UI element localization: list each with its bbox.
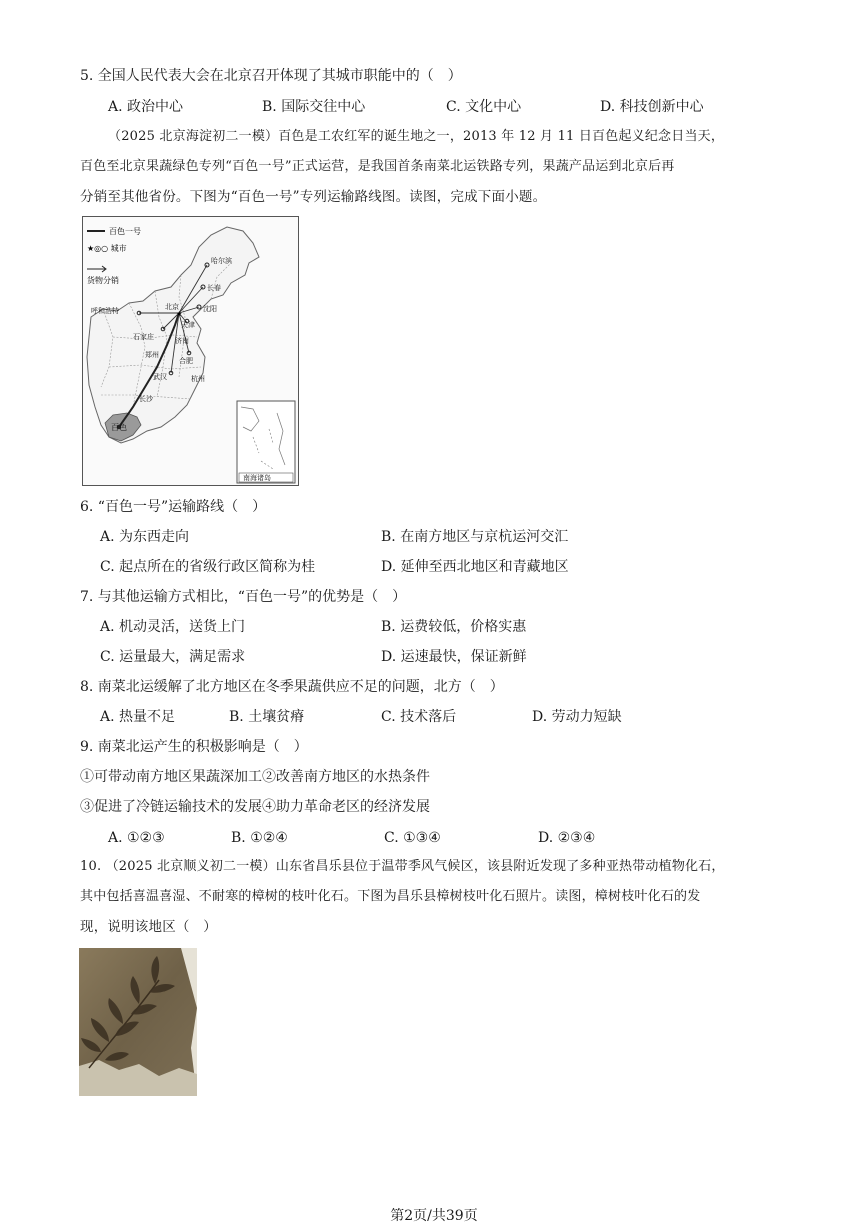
q7-option-c: C. 运量最大，满足需求 (100, 649, 246, 665)
q8-option-a: A. 热量不足 (100, 709, 176, 725)
q9-option-a: A. ①②③ (108, 830, 165, 846)
city-label-changsha: 长沙 (139, 395, 153, 403)
city-label-hefei: 合肥 (179, 357, 193, 365)
city-label-jinan: 济南 (175, 337, 189, 345)
svg-text:★: ★ (176, 310, 183, 318)
q5-option-c: C. 文化中心 (446, 99, 522, 115)
q10-line-3: 现，说明该地区（ ） (80, 919, 217, 935)
route-map-svg (83, 217, 298, 485)
route-map (82, 216, 299, 486)
q6-option-a: A. 为东西走向 (100, 529, 190, 545)
q7-option-a: A. 机动灵活，送货上门 (100, 619, 246, 635)
map-legend (87, 226, 141, 285)
q5-option-a: A. 政治中心 (108, 99, 184, 115)
q7-option-b: B. 运费较低，价格实惠 (381, 619, 527, 635)
q5-stem: 5. 全国人民代表大会在北京召开体现了其城市职能中的（ ） (80, 68, 462, 84)
q6-option-b: B. 在南方地区与京杭运河交汇 (381, 529, 569, 545)
city-label-hangzhou: 杭州 (191, 375, 205, 383)
city-label-harbin: 哈尔滨 (211, 257, 232, 265)
q10-line-2: 其中包括喜温喜湿、不耐寒的樟树的枝叶化石。下图为昌乐县樟树枝叶化石照片。读图，樟树枝叶化石的发 (80, 889, 701, 904)
q6-option-c: C. 起点所在的省级行政区简称为桂 (100, 559, 316, 575)
city-label-wuhan: 武汉 (153, 373, 167, 381)
city-label-baise: 百色 (111, 423, 127, 432)
south-china-sea-inset (237, 401, 295, 483)
inset-label: 南海诸岛 (243, 474, 271, 482)
q9-item-line-1: ①可带动南方地区果蔬深加工②改善南方地区的水热条件 (80, 769, 430, 785)
city-label-changchun: 长春 (207, 284, 221, 292)
city-label-hohhot: 呼和浩特 (91, 307, 119, 315)
legend-distribution-label: 货物分销 (87, 276, 119, 285)
city-label-shijiazhuang: 石家庄 (133, 333, 154, 341)
q9-option-c: C. ①③④ (384, 830, 441, 846)
city-label-shenyang: 沈阳 (203, 305, 217, 313)
city-label-zhengzhou: 郑州 (145, 351, 159, 359)
legend-route-label: 百色一号 (109, 227, 141, 236)
q8-option-c: C. 技术落后 (381, 709, 457, 725)
q6-option-d: D. 延伸至西北地区和青藏地区 (381, 559, 569, 575)
page-footer: 第2页/共39页 (390, 1208, 478, 1224)
q10-line-1: 10. （2025 北京顺义初二一模）山东省昌乐县位于温带季风气候区，该县附近发现了多种亚热带动植物化石， (80, 859, 725, 874)
q7-option-d: D. 运速最快，保证新鲜 (381, 649, 527, 665)
q8-stem: 8. 南菜北运缓解了北方地区在冬季果蔬供应不足的问题，北方（ ） (80, 679, 504, 695)
q9-item-line-2: ③促进了冷链运输技术的发展④助力革命老区的经济发展 (80, 799, 430, 815)
q5-option-b: B. 国际交往中心 (262, 99, 366, 115)
q8-option-b: B. 土壤贫瘠 (229, 709, 305, 725)
q6-stem: 6. “百色一号”运输路线（ ） (80, 499, 267, 515)
city-label-tianjin: 天津 (181, 321, 195, 329)
passage1-line-3: 分销至其他省份。下图为“百色一号”专列运输路线图。读图，完成下面小题。 (80, 189, 547, 205)
fossil-photo (79, 948, 197, 1096)
q7-stem: 7. 与其他运输方式相比，“百色一号”的优势是（ ） (80, 589, 407, 605)
q9-option-d: D. ②③④ (538, 830, 596, 846)
q9-stem: 9. 南菜北运产生的积极影响是（ ） (80, 739, 308, 755)
city-label-beijing: 北京 (165, 303, 179, 311)
passage1-line-1: （2025 北京海淀初二一模）百色是工农红军的诞生地之一，2013 年 12 月 11 日百色起义纪念日当天， (108, 129, 725, 144)
q9-option-b: B. ①②④ (231, 830, 288, 846)
q8-option-d: D. 劳动力短缺 (532, 709, 622, 725)
passage1-line-2: 百色至北京果蔬绿色专列“百色一号”正式运营，是我国首条南菜北运铁路专列，果蔬产品运到北京后再 (80, 159, 675, 174)
legend-city-label: ★◎○ 城市 (87, 244, 127, 253)
fossil-photo-svg (79, 948, 197, 1096)
q5-option-d: D. 科技创新中心 (600, 99, 704, 115)
